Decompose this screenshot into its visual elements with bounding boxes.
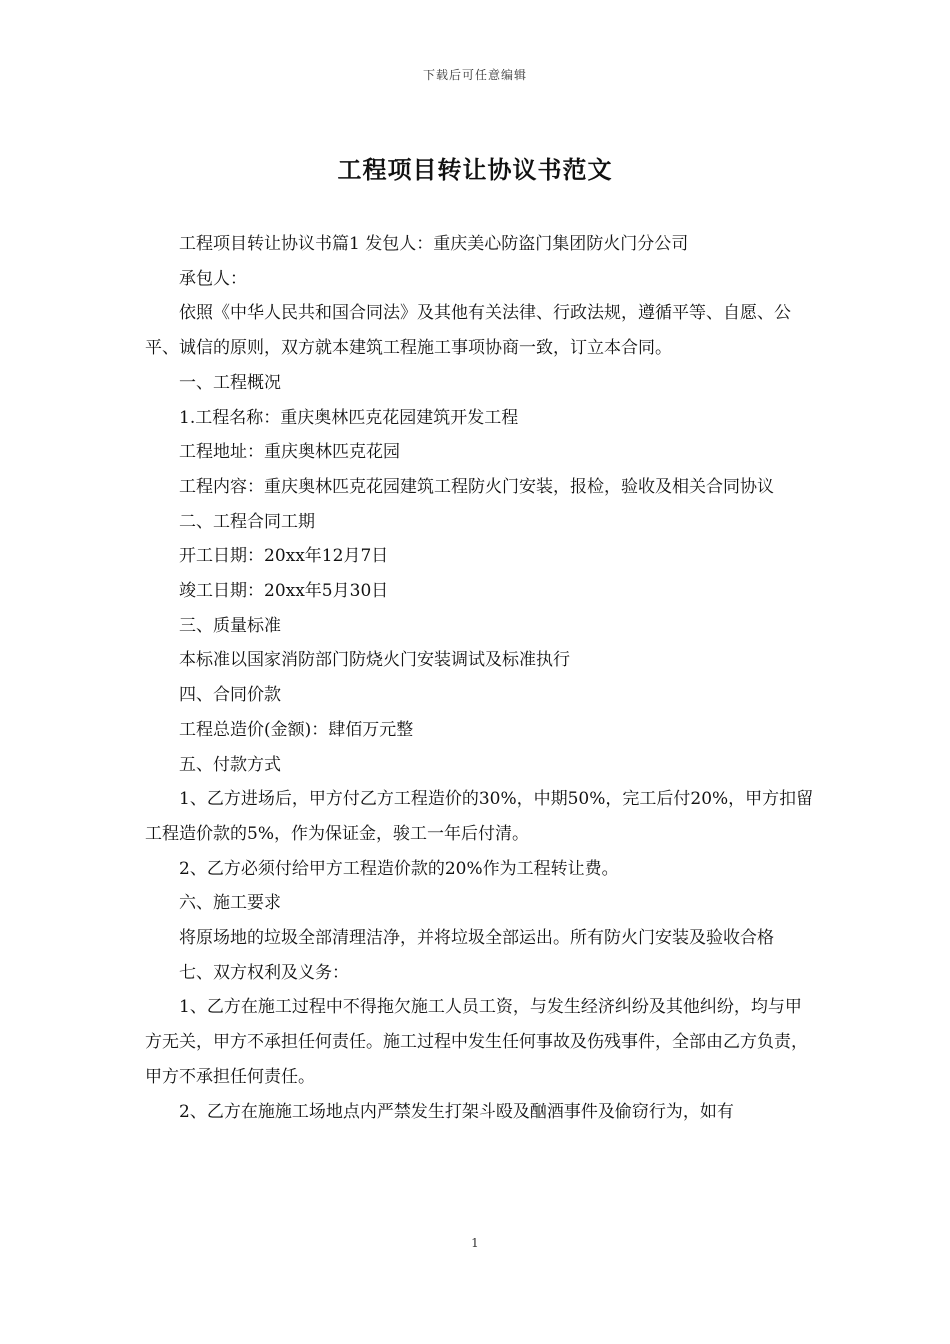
paragraph: 二、工程合同工期 (179, 511, 315, 532)
paragraph: 承包人： (179, 268, 247, 289)
paragraph: 1.工程名称：重庆奥林匹克花园建筑开发工程 (179, 407, 519, 428)
document-body (145, 227, 815, 1129)
paragraph: 六、施工要求 (179, 893, 281, 914)
paragraph: 四、合同价款 (179, 685, 281, 706)
document-title: 工程项目转让协议书范文 (337, 155, 613, 184)
paragraph: 一、工程概况 (179, 372, 281, 393)
page-number: 1 (471, 1236, 479, 1250)
paragraph: 2、乙方必须付给甲方工程造价款的20%作为工程转让费。 (179, 858, 619, 879)
paragraph: 1、乙方进场后，甲方付乙方工程造价的30%，中期50%，完工后付20%，甲方扣留工程造价款的5%，作为保证金，骏工一年后付清。 (145, 789, 814, 844)
paragraph: 五、付款方式 (179, 754, 281, 775)
paragraph: 将原场地的垃圾全部清理洁净，并将垃圾全部运出。所有防火门安装及验收合格 (179, 928, 774, 949)
paragraph: 依照《中华人民共和国合同法》及其他有关法律、行政法规，遵循平等、自愿、公平、诚信的原则，双方就本建筑工程施工事项协商一致，订立本合同。 (145, 303, 791, 359)
paragraph: 七、双方权利及义务： (179, 962, 349, 983)
paragraph: 工程项目转让协议书篇1 发包人：重庆美心防盗门集团防火门分公司 (179, 234, 689, 254)
paragraph: 开工日期：20xx年12月7日 (179, 546, 389, 567)
paragraph: 本标准以国家消防部门防烧火门安装调试及标准执行 (179, 650, 570, 671)
paragraph: 2、乙方在施施工场地点内严禁发生打架斗殴及酗酒事件及偷窃行为，如有 (179, 1101, 734, 1122)
paragraph: 工程地址：重庆奥林匹克花园 (179, 442, 400, 463)
paragraph: 1、乙方在施工过程中不得拖欠施工人员工资，与发生经济纠纷及其他纠纷，均与甲方无关，甲方不承担任何责任。施工过程中发生任何事故及伤残事件，全部由乙方负责，甲方不承担任何责任。 (145, 997, 808, 1087)
paragraph: 工程内容：重庆奥林匹克花园建筑工程防火门安装，报检，验收及相关合同协议 (179, 476, 774, 497)
paragraph: 三、质量标准 (179, 615, 281, 636)
paragraph: 工程总造价(金额)：肆佰万元整 (179, 719, 414, 740)
paragraph: 竣工日期：20xx年5月30日 (179, 581, 389, 602)
page-header-note: 下载后可任意编辑 (422, 68, 527, 82)
